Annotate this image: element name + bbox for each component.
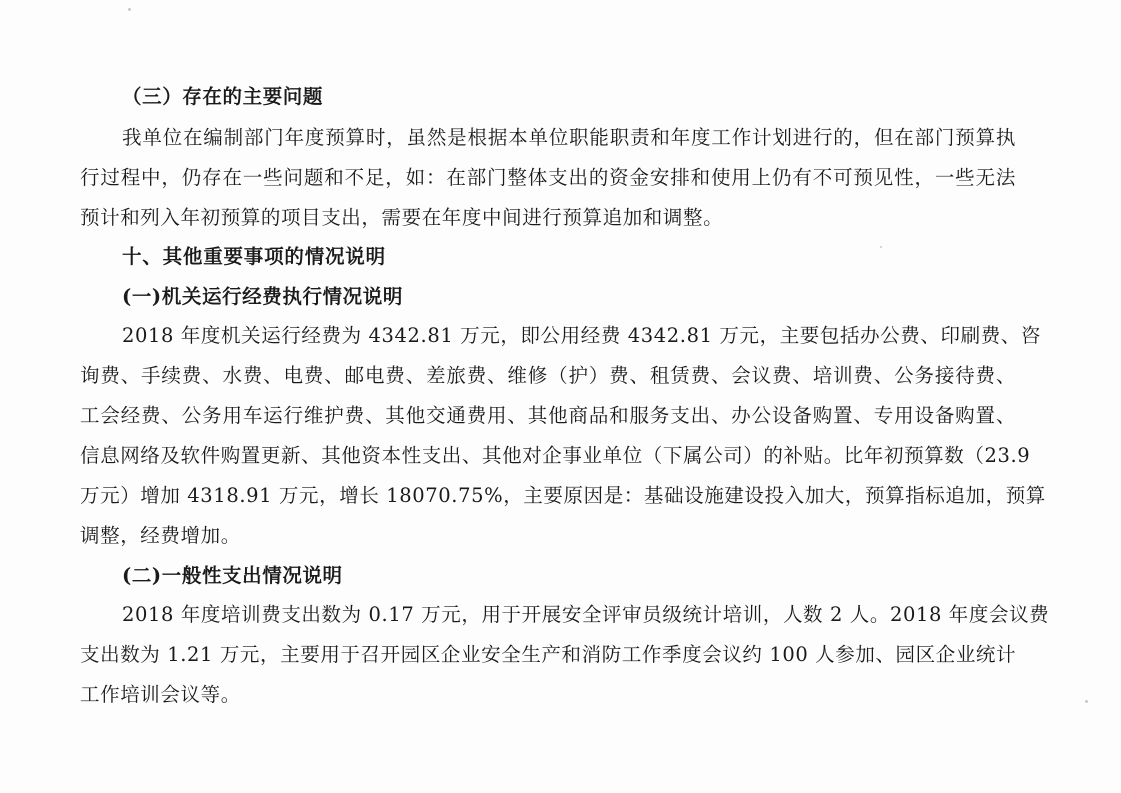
- section-3-paragraph-line-3: 预计和列入年初预算的项目支出，需要在年度中间进行预算追加和调整。: [80, 206, 724, 229]
- subsection-1-paragraph-line-4: 信息网络及软件购置更新、其他资本性支出、其他对企事业单位（下属公司）的补贴。比年初预算数（23.9: [80, 444, 1031, 467]
- scan-speck: [128, 8, 131, 11]
- subsection-1-paragraph-line-6: 调整，经费增加。: [80, 524, 241, 547]
- section-3-paragraph-line-1: 我单位在编制部门年度预算时，虽然是根据本单位职能职责和年度工作计划进行的，但在部门预算执: [122, 126, 1016, 149]
- subsection-1-paragraph-line-5: 万元）增加 4318.91 万元，增长 18070.75%，主要原因是：基础设施建设投入加大，预算指标追加，预算: [80, 484, 1046, 507]
- scan-speck: [1085, 700, 1088, 703]
- subsection-1-paragraph-line-3: 工会经费、公务用车运行维护费、其他交通费用、其他商品和服务支出、办公设备购置、专用设备购置、: [80, 404, 1016, 427]
- subsection-1-paragraph-line-1: 2018 年度机关运行经费为 4342.81 万元，即公用经费 4342.81 万元，主要包括办公费、印刷费、咨: [122, 324, 1041, 347]
- section-3-paragraph-line-2: 行过程中，仍存在一些问题和不足，如：在部门整体支出的资金安排和使用上仍有不可预见性，一些无法: [80, 166, 1016, 189]
- section-3-title: （三）存在的主要问题: [122, 85, 324, 108]
- subsection-2-paragraph-line-3: 工作培训会议等。: [80, 683, 241, 706]
- subsection-1-title: (一)机关运行经费执行情况说明: [122, 285, 403, 308]
- subsection-2-paragraph-line-2: 支出数为 1.21 万元，主要用于召开园区企业安全生产和消防工作季度会议约 100 人参加、园区企业统计: [80, 643, 1017, 666]
- subsection-1-paragraph-line-2: 询费、手续费、水费、电费、邮电费、差旅费、维修（护）费、租赁费、会议费、培训费、公务接待费、: [80, 364, 1016, 387]
- section-10-title: 十、其他重要事项的情况说明: [122, 245, 386, 268]
- subsection-2-title: (二)一般性支出情况说明: [122, 564, 343, 587]
- scan-speck: [880, 246, 882, 248]
- subsection-2-paragraph-line-1: 2018 年度培训费支出数为 0.17 万元，用于开展安全评审员级统计培训，人数 2 人。2018 年度会议费: [122, 603, 1050, 626]
